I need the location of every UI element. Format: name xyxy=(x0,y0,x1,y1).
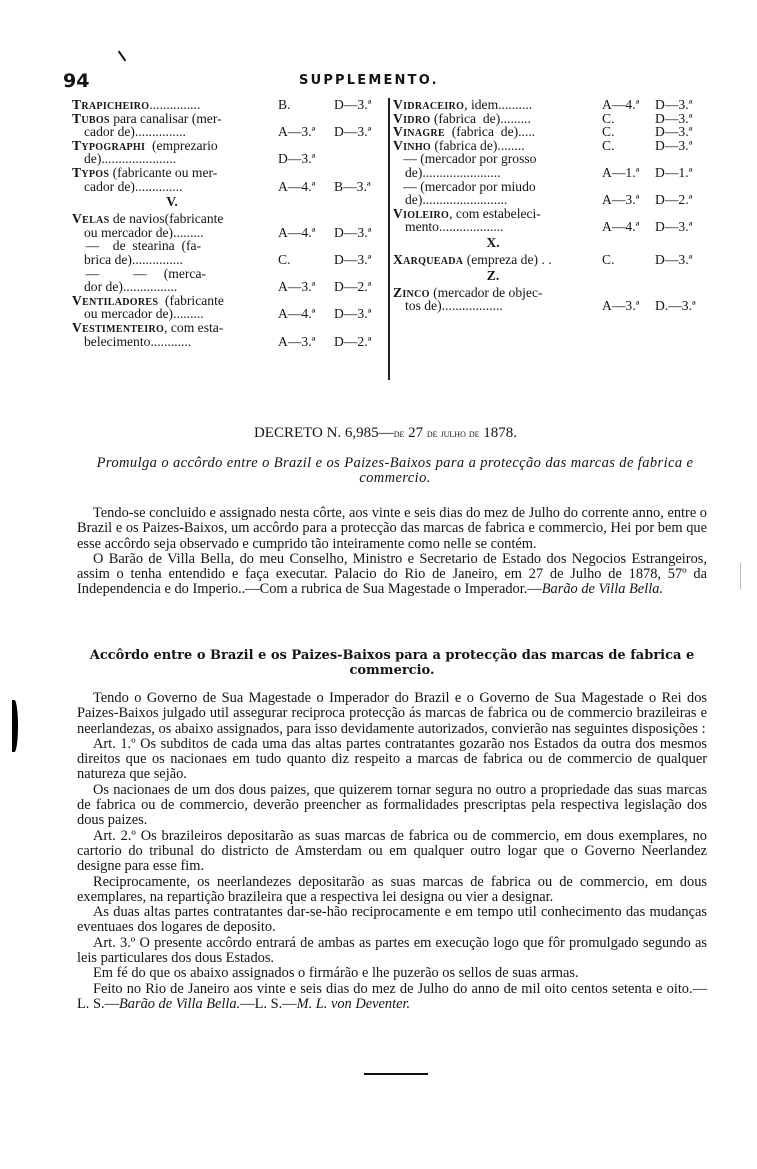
tax-class-a: C. xyxy=(602,137,615,153)
tax-class-a: D—3.ª xyxy=(278,151,316,167)
entry-term xyxy=(393,286,713,300)
entry-continuation-text: tos de) xyxy=(405,299,442,313)
entry-continuation-text: cador de) xyxy=(84,179,135,194)
leader-dots: .................. xyxy=(441,299,503,313)
entry-headword: Ventiladores xyxy=(72,292,159,308)
entry-term xyxy=(393,180,713,194)
decree-body xyxy=(77,506,707,598)
index-entry xyxy=(393,286,713,313)
entry-headword: Trapicheiro xyxy=(72,97,150,112)
page-header xyxy=(63,70,703,94)
leader-dots: ............... xyxy=(131,252,183,267)
tax-class-b: D—3.ª xyxy=(334,251,372,267)
entry-description: (fabricante xyxy=(158,292,224,308)
entry-continuation xyxy=(72,307,274,321)
tax-class-a: A—3.ª xyxy=(278,279,316,295)
entry-headword: Vinho xyxy=(393,137,431,153)
closing-signature-netherlands: M. L. von Deventer. xyxy=(296,995,411,1012)
entry-headword: Vinagre xyxy=(393,124,445,140)
entry-headword: Xarqueada xyxy=(393,251,464,267)
entry-term xyxy=(72,294,388,308)
entry-description: (fabricante ou mer- xyxy=(109,164,218,180)
entry-term xyxy=(72,112,388,126)
entry-description: (empreza de) xyxy=(463,251,539,267)
decree-month: de julho de xyxy=(426,426,480,440)
leader-dots: ........ xyxy=(497,137,525,153)
accord-paragraph: Reciprocamente, os neerlandezes depositarão as suas marcas de fabrica ou de commercio, em dous exemplares, na repartição brazileira que a respectiva lei designa ou vier a designar. xyxy=(77,873,707,905)
leader-dots: ...................... xyxy=(101,152,177,166)
entry-description: (fabrica de) xyxy=(444,124,519,140)
decree-summary: Promulga o accôrdo entre o Brazil e os Paizes-Baixos para a protecção das marcas de fabrica e commercio. xyxy=(96,455,694,486)
entry-term xyxy=(72,321,388,335)
end-rule xyxy=(364,1073,428,1075)
tax-class-a: A—3.ª xyxy=(602,192,640,208)
entry-headword: Typos xyxy=(72,164,110,180)
tax-class-b: D—3.ª xyxy=(655,251,693,267)
decree-title xyxy=(63,425,708,442)
tax-class-a: C. xyxy=(602,124,615,140)
entry-continuation xyxy=(72,226,274,240)
tax-class-a: A—4.ª xyxy=(278,178,316,194)
accord-closing xyxy=(77,982,707,1013)
entry-headword: Zinco xyxy=(393,284,430,300)
tax-class-a: A—1.ª xyxy=(602,164,640,180)
entry-term xyxy=(393,152,713,166)
entry-continuation-text: de) xyxy=(405,193,423,207)
entry-term xyxy=(72,139,388,153)
entry-term xyxy=(72,239,388,253)
tax-class-a: A—3.ª xyxy=(602,298,640,314)
entry-headword: Tubos xyxy=(72,110,110,126)
closing-seal-mark: —L. S.— xyxy=(240,995,297,1012)
tax-class-b: D—3.ª xyxy=(334,97,372,112)
leader-dots: ............... xyxy=(134,125,186,139)
entry-continuation xyxy=(72,152,274,166)
tax-class-b: D—3.ª xyxy=(334,224,372,240)
tax-class-a: B. xyxy=(278,97,291,112)
entry-continuation xyxy=(72,125,274,139)
entry-description: (fabrica de) xyxy=(431,137,498,153)
leader-dots: ............ xyxy=(150,334,192,349)
decree-paragraph xyxy=(77,552,707,598)
decree-day: 27 xyxy=(404,425,427,441)
tax-class-b: D—2.ª xyxy=(334,333,372,349)
accord-paragraph: Tendo o Governo de Sua Magestade o Imperador do Brazil e o Governo de Sua Magestade o Rei dos Paizes-Baixos julgado util assegurar reciproca protecção ás marcas de fabrica ou de commercio brazileiras e neerlandezas, os abaixo assignados, para isso devidamente autorizados, convierão nas seguintes disposições : xyxy=(77,690,707,737)
index-letter-heading: V. xyxy=(166,194,178,210)
accord-article-2: Art. 2.º Os brazileiros depositarão as suas marcas de fabrica ou de commercio, em dous exemplares, no cartorio do tribunal do districto de Amsterdam ou em qualquer outro logar que o Governo Neerlandez designe para esse fim. xyxy=(77,827,707,875)
tax-class-b: D—3.ª xyxy=(655,124,693,140)
index-letter-heading: X. xyxy=(486,234,500,250)
index-entry xyxy=(72,98,388,112)
leader-dots: ......................... xyxy=(422,193,508,207)
tax-class-a: C. xyxy=(602,110,615,126)
decree-title-de: de xyxy=(393,426,405,440)
index-entry xyxy=(393,125,713,139)
entry-description: — (mercador por miudo xyxy=(393,178,536,194)
entry-term xyxy=(72,212,388,226)
closing-text: Feito no Rio de Janeiro aos vinte e seis dias do mez de Julho do anno de mil oito centos setenta e oito.—L. S.— xyxy=(77,980,707,1012)
entry-description: — — (merca- xyxy=(72,265,207,281)
leader-dots: .......... xyxy=(498,97,533,112)
entry-continuation-text: cador de) xyxy=(84,125,135,139)
tax-class-b: D—3.ª xyxy=(655,137,693,153)
tax-class-b: D—2.ª xyxy=(655,192,693,208)
tax-class-a: A—4.ª xyxy=(602,97,640,112)
entry-term xyxy=(72,166,388,180)
index-entry xyxy=(72,112,388,139)
entry-description: — de stearina (fa- xyxy=(72,238,202,254)
entry-continuation xyxy=(393,166,595,180)
index-letter-heading: Z. xyxy=(486,267,500,283)
leader-dots: .............. xyxy=(134,179,183,194)
entry-description: (fabrica de) xyxy=(430,110,501,126)
index-entry xyxy=(72,139,388,166)
entry-term xyxy=(393,207,713,221)
entry-description: para canalisar (mer- xyxy=(109,110,222,126)
entry-description: (mercador de objec- xyxy=(429,284,543,300)
tax-class-a: A—3.ª xyxy=(278,333,316,349)
tax-class-a: A—4.ª xyxy=(278,224,316,240)
entry-continuation xyxy=(72,335,274,349)
column-divider xyxy=(388,98,390,380)
decree-paragraph-text: O Barão de Villa Bella, do meu Conselho, Ministro e Secretario de Estado dos Negocios Estrangeiros, assim o tenha entendido e faça executar. Palacio do Rio de Janeiro, em 27 de Julho de 1878, 57º da Independencia e do Imperio..—Com a rubrica de Sua Magestade o Imperador.— xyxy=(77,550,707,598)
entry-continuation xyxy=(393,193,595,207)
tax-class-b: D.—3.ª xyxy=(655,298,696,314)
decree-paragraph: Tendo-se concluido e assignado nesta côrte, aos vinte e seis dias do mez de Julho do corrente anno, entre o Brazil e os Paizes-Baixos, um accôrdo para a protecção das marcas de fabrica e commercio, Hei por bem que esse accôrdo seja observado e cumprido tão inteiramente como nelle se contém. xyxy=(77,505,707,552)
tax-class-b: B—3.ª xyxy=(334,178,371,194)
entry-continuation-text: brica de) xyxy=(84,252,132,267)
entry-continuation-text: ou mercador de) xyxy=(84,307,174,321)
index-entry xyxy=(72,212,388,239)
index-entry xyxy=(393,253,713,267)
index-entry xyxy=(393,180,713,207)
accord-title: Accôrdo entre o Brazil e os Paizes-Baixos para a protecção das marcas de fabrica e commercio. xyxy=(89,648,695,678)
index-left-column xyxy=(72,98,388,348)
entry-headword: Vestimenteiro xyxy=(72,319,165,335)
accord-article-3: Art. 3.º O presente accôrdo entrará de ambas as partes em execução logo que fôr promulgado segundo as leis particulares dos dous Estados. xyxy=(77,934,707,967)
entry-continuation xyxy=(72,280,274,294)
entry-continuation xyxy=(393,299,595,313)
tax-class-a: C. xyxy=(278,251,291,267)
entry-description: de navios(fabricante xyxy=(109,211,224,227)
tax-class-b: D—3.ª xyxy=(334,124,372,140)
index-entry xyxy=(393,152,713,179)
entry-continuation xyxy=(72,253,274,267)
leader-dots: ....................... xyxy=(422,165,501,180)
tax-class-b: D—3.ª xyxy=(655,219,693,235)
stray-ink-mark xyxy=(118,51,127,62)
entry-continuation-text: de) xyxy=(405,165,423,180)
index-entry xyxy=(72,321,388,348)
entry-description: , idem xyxy=(464,97,499,112)
tax-class-b: D—1.ª xyxy=(655,164,693,180)
accord-paragraph: Em fé do que os abaixo assignados o firmárão e lhe puzerão os sellos de suas armas. xyxy=(93,965,579,982)
entry-continuation-text: belecimento xyxy=(84,334,151,349)
tax-class-a: A—3.ª xyxy=(278,124,316,140)
margin-mark xyxy=(740,563,741,589)
index-entry xyxy=(72,267,388,294)
accord-paragraph: Os nacionaes de um dos dous paizes, que quizerem tornar segura no outro a propriedade das suas marcas de fabrica ou de commercio, deverão preencher as formalidades prescriptas pela respectiva legislação dos dous paizes. xyxy=(77,781,707,829)
accord-body xyxy=(77,691,707,1012)
entry-continuation-text: dor de) xyxy=(84,280,123,294)
accord-article-1: Art. 1.º Os subditos de cada uma das altas partes contratantes gozarão nos Estados da outra dos mesmos direitos que os nacionaes em tudo quanto diz respeito a marcas de fabrica ou de commercio de qualquer natureza que sejão. xyxy=(77,735,707,783)
tax-class-a: A—4.ª xyxy=(278,306,316,322)
margin-ink-blot xyxy=(12,700,18,752)
leader-dots: ......... xyxy=(500,110,531,126)
tax-class-b: D—2.ª xyxy=(334,279,372,295)
entry-continuation-text: ou mercador de) xyxy=(84,225,174,240)
decree-year: 1878. xyxy=(479,425,518,441)
entry-continuation-text: mento xyxy=(405,220,439,234)
entry-continuation xyxy=(72,180,274,194)
index-entry xyxy=(393,139,713,153)
entry-description: , com esta- xyxy=(164,319,224,335)
tax-class-a: C. xyxy=(602,251,615,267)
accord-paragraph: As duas altas partes contratantes dar-se-hão reciprocamente e em tempo util conhecimento das mudanças eventuaes dos logares de deposito. xyxy=(77,904,707,936)
index-entry xyxy=(72,294,388,321)
leader-dots: ......... xyxy=(173,307,204,321)
index-entry xyxy=(393,112,713,126)
index-entry xyxy=(393,98,713,112)
decree-signature: Barão de Villa Bella. xyxy=(541,581,663,598)
leader-dots: ............... xyxy=(149,97,201,112)
running-title: SUPPLEMENTO. xyxy=(299,73,439,88)
leader-dots: ................... xyxy=(438,220,504,234)
leader-dots: ................ xyxy=(122,280,178,294)
entry-headword: Vidraceiro xyxy=(393,97,465,112)
closing-signature-brazil: Barão de Villa Bella. xyxy=(118,995,241,1012)
tax-class-b: D—3.ª xyxy=(334,306,372,322)
entry-description: (emprezario xyxy=(145,137,218,153)
entry-headword: Violeiro xyxy=(393,205,450,221)
index-entry xyxy=(72,239,388,266)
leader-dots: ......... xyxy=(173,225,204,240)
decree-number: DECRETO N. 6,985— xyxy=(253,425,394,441)
page-number: 94 xyxy=(63,70,90,92)
leader-dots: ..... xyxy=(518,124,536,140)
index-entry xyxy=(393,207,713,234)
entry-continuation xyxy=(393,220,595,234)
entry-headword: Vidro xyxy=(393,110,431,126)
entry-continuation-text: de) xyxy=(84,152,102,166)
tax-class-b: D—3.ª xyxy=(655,97,693,112)
tax-class-b: D—3.ª xyxy=(655,110,693,126)
leader-dots: . . xyxy=(538,251,552,267)
entry-description: — (mercador por grosso xyxy=(393,151,537,167)
index-right-column xyxy=(393,98,713,313)
entry-headword: Velas xyxy=(72,211,110,227)
entry-headword: Typographi xyxy=(72,137,146,153)
index-entry xyxy=(72,166,388,193)
entry-term xyxy=(72,267,388,281)
tax-class-a: A—4.ª xyxy=(602,219,640,235)
entry-description: , com estabeleci- xyxy=(449,205,541,221)
